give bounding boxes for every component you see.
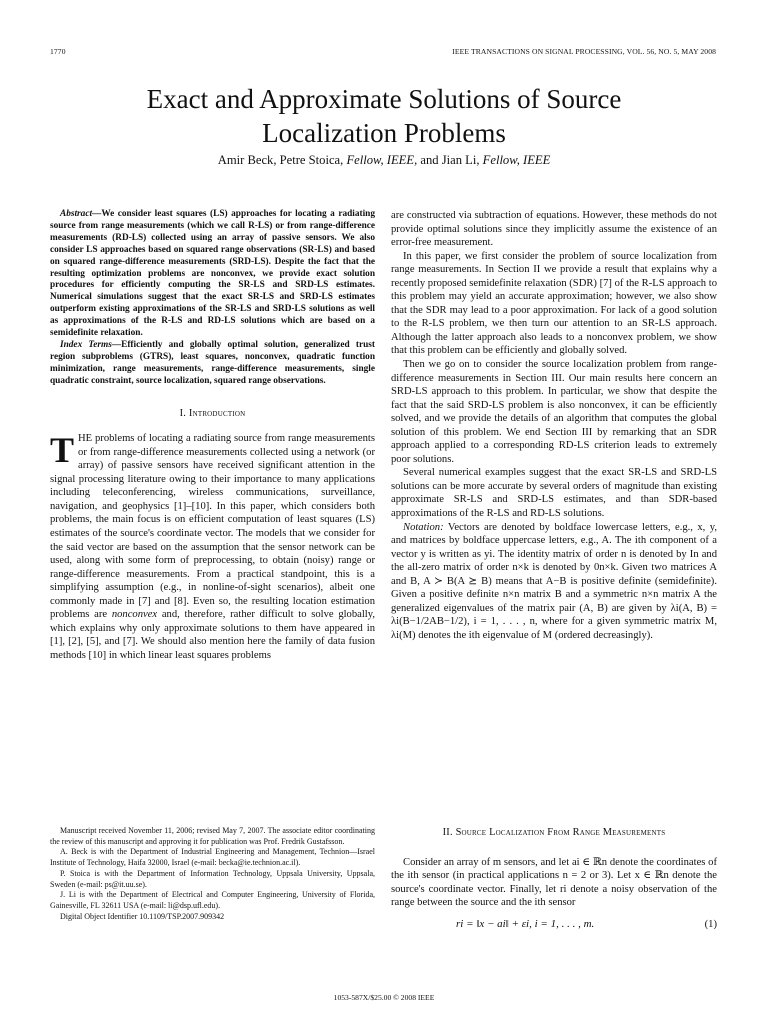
left-column <box>50 209 375 662</box>
footnote: J. Li is with the Department of Electrical and Computer Engineering, University of Florida, Gainesville, FL 32611 USA (e-mail: li@dsp.ufl.edu). <box>50 890 375 910</box>
footnote-doi: Digital Object Identifier 10.1109/TSP.2007.909342 <box>60 911 225 921</box>
author-2-title: Fellow, IEEE, <box>346 153 418 167</box>
journal-header: IEEE TRANSACTIONS ON SIGNAL PROCESSING, VOL. 56, NO. 5, MAY 2008 <box>452 47 716 56</box>
equation-text: ri = ‖x − ai‖ + εi, i = 1, . . . , m. <box>456 917 595 930</box>
drop-cap: T <box>50 430 75 471</box>
notation-label: Notation: <box>403 521 444 533</box>
section-heading-introduction <box>50 407 375 421</box>
index-terms <box>50 340 375 388</box>
author-2: Petre Stoica, <box>279 153 344 167</box>
intro-emphasis: nonconvex <box>111 609 158 621</box>
paragraph: In this paper, we first consider the problem of source localization from range measurements. In Section II we provide a result that explains why a recently proposed semidefinite relaxation (SDR) [7] of the R-LS approach to this problem may yield an accurate approximation; however, we also show that the SDR may lead to a poor approximation. For lack of a good solution to the R-LS problem, we then turn our attention to an SR-LS approach. Although the latter approach also leads to a nonconvex problem, we show that this problem can be efficiently and globally solved. <box>391 250 717 357</box>
footnote: A. Beck is with the Department of Industrial Engineering and Management, Technion—Israel Institute of Technology, Haifa 32000, Israel (e-mail: becka@ie.technion.ac.il). <box>50 847 375 868</box>
footnotes <box>50 826 375 922</box>
notation-paragraph <box>391 521 717 643</box>
intro-text-b: and, therefore, rather difficult to solve globally, which explains why only approximate solutions to them have appeared in [1], [2], [5], and [7]. We should also mention here the family of data fusion methods [10] in which linear least squares problems <box>50 609 375 661</box>
abstract-text: —We consider least squares (LS) approaches for locating a radiating source from range measurements (which we call R-LS) or from range-difference measurements (RD-LS) collected using an array of passive sensors. We also consider LS approaches based on squared range observations (SR-LS) and based on squared range-difference measurements (SRD-LS). Despite the fact that the resulting optimization problems are nonconvex, we provide exact solution procedures for efficiently computing the SR-LS and SRD-LS estimates. Numerical simulations suggest that the exact SR-LS and SRD-LS estimates outperform existing approximations of the SR-LS and SRD-LS solutions as well as approximations of the R-LS and RD-LS solutions which are based on a semidefinite relaxation. <box>50 209 375 339</box>
title-line-1: Exact and Approximate Solutions of Source <box>146 84 622 114</box>
paragraph: are constructed via subtraction of equations. However, these methods do not provide optimal solutions since they implicitly assume the existence of an error-free measurement. <box>391 210 717 249</box>
paragraph: Consider an array of m sensors, and let ai ∈ ℝn denote the coordinates of the ith sensor (in practical applications n = 2 or 3). Let x ∈ ℝn denote the source's coordinate vector. Finally, let ri denote a noisy observation of the range between the source and the ith sensor <box>391 856 717 909</box>
index-terms-label: Index Terms <box>60 339 112 350</box>
section-number: II. <box>442 827 453 838</box>
paper-title <box>0 82 768 150</box>
author-1: Amir Beck, <box>217 153 277 167</box>
index-terms-text: —Efficiently and globally optimal solution, generalized trust region subproblems (GTRS), least squares, nonconvex, quadratic function minimization, range measurements, range-difference measurements, single quadratic constraint, source localization, squared range observations. <box>50 339 375 386</box>
author-and: and <box>420 153 439 167</box>
notation-text: Vectors are denoted by boldface lowercase letters, e.g., x, y, and matrices by boldface uppercase letters, e.g., A. The ith component of a vector y is written as yi. The identity matrix of order n is denoted by In and the all-zero matrix of order n×k is denoted by 0n×k. Given two matrices A and B, A ≻ B(A ⪰ B) means that A−B is positive definite (semidefinite). Given a positive definite n×n matrix B and a symmetric n×n matrix A the generalized eigenvalues of the matrix pair (A, B) are given by λi(A, B) = λi(B−1/2AB−1/2), i = 1, . . . , n, where for a given symmetric matrix M, λi(M) denotes the ith eigenvalue of M (ordered decreasingly). <box>391 521 717 641</box>
equation-number: (1) <box>704 918 717 930</box>
page-number: 1770 <box>50 47 66 56</box>
footnote: Manuscript received November 11, 2006; revised May 7, 2007. The associate editor coordinating the review of this manuscript and approving it for publication was Prof. Fredrik Gustafsson. <box>50 826 375 846</box>
paragraph: Then we go on to consider the source localization problem from range-difference measurements in Section III. Our main results here concern an SRD-LS approach to this problem. In particular, we show that despite the fact that the said SRD-LS problem is also nonconvex, it can be efficiently solved, and we provide the details of an algorithm that computes the global solution of this problem. We end Section III by remarking that an SDR approach applied to a corresponding RD-LS criterion leads to extremely poor solutions. <box>391 359 717 465</box>
copyright-footer: 1053-587X/$25.00 © 2008 IEEE <box>333 993 435 1002</box>
right-column <box>391 209 717 643</box>
abstract-label: Abstract <box>60 209 93 219</box>
section-title: Introduction <box>188 407 246 419</box>
section-heading-range <box>391 826 717 840</box>
section-2 <box>391 826 717 936</box>
intro-text-a: HE problems of locating a radiating source from range measurements or from range-difference measurements collected using a network (or array) of passive sensors have received significant attention in the signal processing literature owing to their importance to many applications including teleconferencing, wireless communications, surveillance, navigation, and geophysics [1]–[10]. In this paper, which considers both problems, the main focus is on efficient computation of least squares (LS) estimates of the source's coordinate vector. The models that we consider for the said vector are based on the assumption that the sensor network can be used, along with some form of preprocessing, to obtain (noisy) range or range-difference measurements. From a practical standpoint, this is a simplifying assumption (e.g., in nonline-of-sight scenarios), albeit one commonly made in [7] and [8]. Even so, the resulting location estimation problems are <box>50 433 375 621</box>
title-line-2: Localization Problems <box>262 118 506 148</box>
author-list <box>0 153 768 168</box>
equation-1 <box>391 916 717 936</box>
footnote: P. Stoica is with the Department of Information Technology, Uppsala University, Uppsala, Sweden (e-mail: ps@it.uu.se). <box>50 868 375 889</box>
author-3-title: Fellow, IEEE <box>482 153 551 167</box>
author-3: Jian Li, <box>441 153 480 167</box>
abstract <box>50 209 375 340</box>
paragraph: Several numerical examples suggest that the exact SR-LS and SRD-LS solutions can be more accurate by several orders of magnitude than existing approximate SR-LS and SRD-LS estimates, and than SDR-based approximations of the R-LS and RD-LS solutions. <box>391 467 717 520</box>
section-title: Source Localization From Range Measurements <box>455 827 666 838</box>
intro-paragraph <box>50 432 375 662</box>
section-number: I. <box>179 407 187 419</box>
